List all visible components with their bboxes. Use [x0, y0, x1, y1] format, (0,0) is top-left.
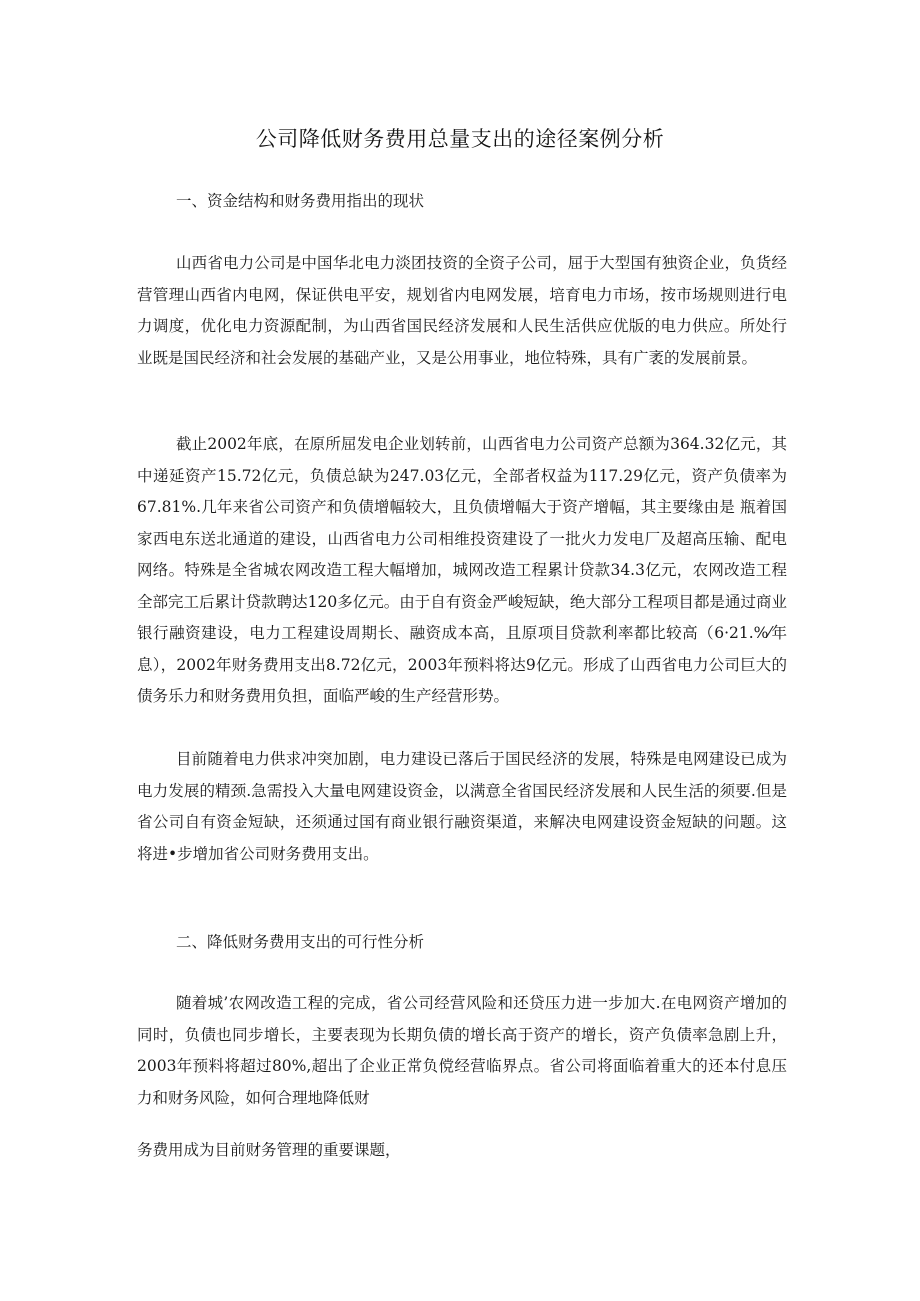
- paragraph-2: 截止2002年底，在原所屈发电企业划转前，山西省电力公司资产总额为364.32亿元，其中递延资产15.72亿元，负债总缺为247.03亿元，全部者权益为117.29亿元，资产负债率为67.81%.几年来省公司资产和负债增幅较大，且负债增幅大于资产增幅，其主要缘由是 瓶着国家西电东送北通道的建设，山西省电力公司相维投资建设了一批火力发电厂及超高压输、配电网络。特殊是全省城农网改造工程大幅增加，城网改造工程累计贷款34.3亿元，农网改造工程全部完工后累计贷款聘达120多亿元。由于自有资金严峻短缺，绝大部分工程项目都是通过商业银行融资建设，电力工程建设周期长、融资成本高，且原项目贷款利率都比较高（6·21.%⁄年息），2002年财务费用支出8.72亿元，2003年预料将达9亿元。形成了山西省电力公司巨大的债务乐力和财务费用负担，面临严峻的生产经营形势。: [137, 435, 787, 705]
- paragraph-5: 务费用成为目前财务管理的重要课题，: [137, 1141, 401, 1159]
- section-heading-1: 一、资金结构和财务费用指出的现状: [176, 192, 425, 210]
- document-title: 公司降低财务费用总量支出的途径案例分析: [255, 127, 665, 151]
- paragraph-3: 目前随着电力供求冲突加剧，电力建设已落后于国民经济的发展，特殊是电网建设已成为电力发展的精颈.急需投入大量电网建设资金，以满意全省国民经济发展和人民生活的须要.但是省公司自有资金短缺，还须通过国有商业银行融资渠道，来解决电网建设资金短缺的问题。这将进•步增加省公司财务费用支出。: [137, 750, 787, 863]
- paragraph-4: 随着城’农网改造工程的完成，省公司经营风险和还贷压力进一步加大.在电网资产增加的同时，负债也同步增长，主要表现为长期负债的增长高于资产的增长，资产负债率急剧上升，2003年预料将超过80%,超出了企业正常负傥经营临界点。省公司将面临着重大的还本付息压力和财务风险，如何合理地降低财: [137, 994, 787, 1107]
- paragraph-1: 山西省电力公司是中国华北电力淡团技资的全资子公司，屈于大型国有独资企业，负货经营管理山西省内电网，保证供电平安，规划省内电网发展，培育电力市场，按市场规则进行电力调度，优化电力资源配制，为山西省国民经济发展和人民生活供应优版的电力供应。所处行业既是国民经济和社会发展的基础产业，又是公用事业，地位特殊，具有广袤的发展前景。: [137, 254, 787, 367]
- section-heading-2: 二、降低财务费用支出的可行性分析: [176, 933, 425, 951]
